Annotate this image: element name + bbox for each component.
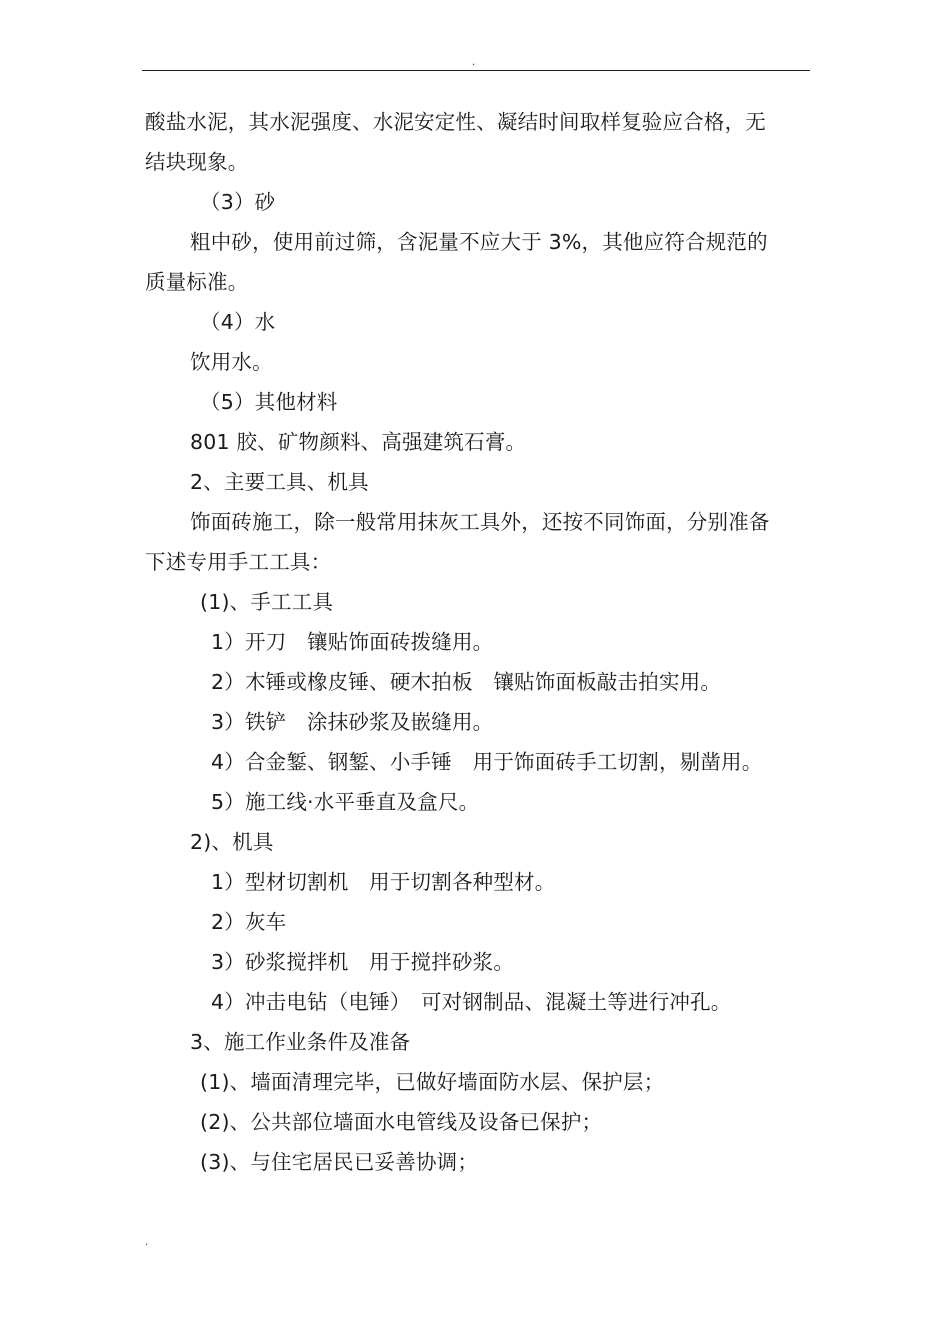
text-line: 4）冲击电钻（电锤） 可对钢制品、混凝土等进行冲孔。 <box>211 990 732 1014</box>
text-line: 3、施工作业条件及准备 <box>190 1030 411 1054</box>
text-line: 2）木锤或橡皮锤、硬木拍板 镶贴饰面板敲击拍实用。 <box>211 670 722 694</box>
text-line: 质量标准。 <box>145 270 249 294</box>
text-line: 结块现象。 <box>145 150 249 174</box>
text-line: (2)、公共部位墙面水电管线及设备已保护； <box>200 1110 603 1134</box>
footer-mark: . <box>145 1237 149 1248</box>
header-mark: . <box>472 57 476 68</box>
text-line: 2)、机具 <box>190 830 274 854</box>
text-line: 饰面砖施工，除一般常用抹灰工具外，还按不同饰面，分别准备 <box>190 510 770 534</box>
text-line: 1）开刀 镶贴饰面砖拨缝用。 <box>211 630 494 654</box>
text-line: （5）其他材料 <box>200 390 338 414</box>
text-line: (1)、墙面清理完毕，已做好墙面防水层、保护层； <box>200 1070 665 1094</box>
text-line: 饮用水。 <box>190 350 273 374</box>
text-line: 1）型材切割机 用于切割各种型材。 <box>211 870 556 894</box>
text-line: 2）灰车 <box>211 910 287 934</box>
document-body <box>145 102 817 1182</box>
text-line: 801 胶、矿物颜料、高强建筑石膏。 <box>190 430 527 454</box>
text-line: 3）砂浆搅拌机 用于搅拌砂浆。 <box>211 950 515 974</box>
text-line: 5）施工线·水平垂直及盒尺。 <box>211 790 480 814</box>
text-line: （4）水 <box>200 310 276 334</box>
text-line: 下述专用手工工具： <box>145 550 332 574</box>
text-line: (3)、与住宅居民已妥善协调； <box>200 1150 479 1174</box>
text-line: (1)、手工工具 <box>200 590 334 614</box>
text-line: 粗中砂，使用前过筛，含泥量不应大于 3%，其他应符合规范的 <box>190 230 768 254</box>
text-line: 4）合金錾、钢錾、小手锤 用于饰面砖手工切割，剔凿用。 <box>211 750 763 774</box>
text-line: （3）砂 <box>200 190 276 214</box>
text-line: 酸盐水泥，其水泥强度、水泥安定性、凝结时间取样复验应合格，无 <box>145 110 766 134</box>
header-divider <box>142 70 810 71</box>
text-line: 2、主要工具、机具 <box>190 470 369 494</box>
text-line: 3）铁铲 涂抹砂浆及嵌缝用。 <box>211 710 494 734</box>
